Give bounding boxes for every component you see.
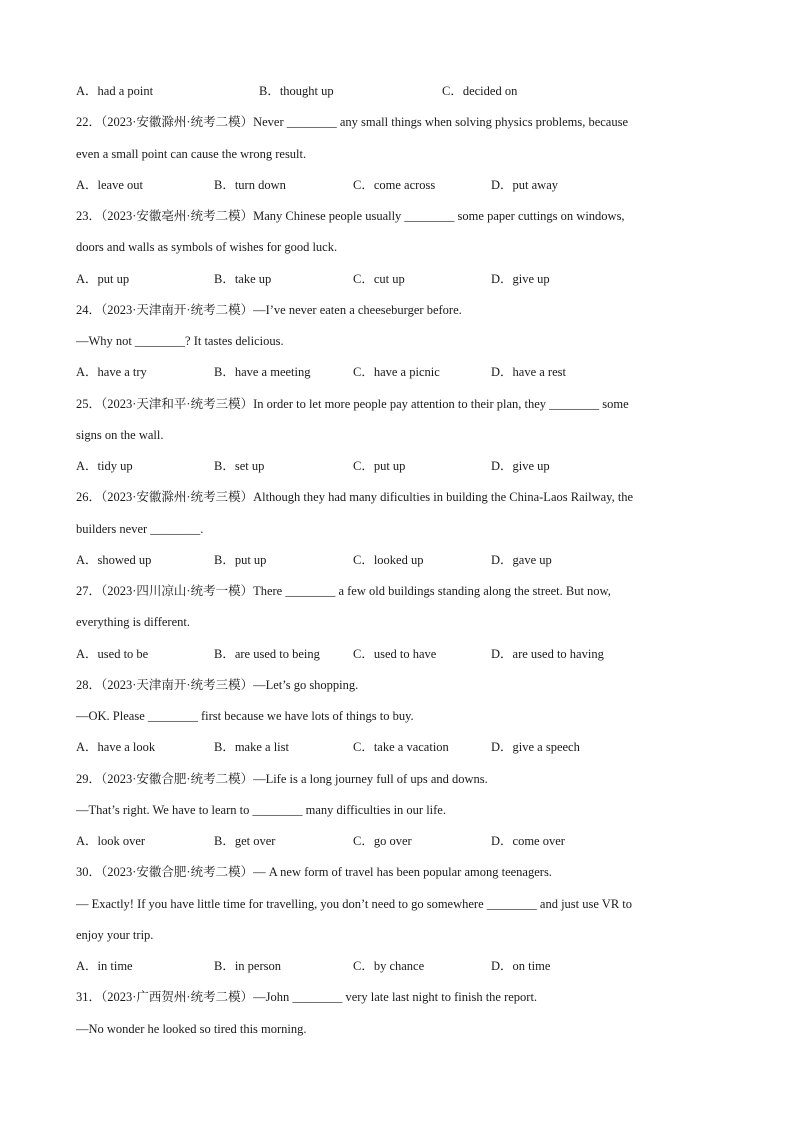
answer-option: D．come over [491, 834, 565, 848]
answer-option: C．have a picnic [353, 365, 440, 380]
answer-option: D．have a rest [491, 365, 566, 380]
question-text-line: doors and walls as symbols of wishes for good luck. [76, 240, 338, 255]
answer-option: B．in person [214, 959, 282, 973]
answer-option: A．tidy up [76, 459, 133, 473]
question-text-line: 31．（2023·广西贺州·统考二模）—John ________ very late last night to finish the report. [76, 990, 538, 1005]
answer-option: B．are used to being [214, 646, 320, 661]
question-text-line: even a small point can cause the wrong result. [76, 146, 307, 161]
question-text-line: enjoy your trip. [76, 927, 154, 942]
question-text-line: everything is different. [76, 615, 190, 630]
question-text-line: 27．（2023·四川凉山·统考一模）There ________ a few old buildings standing along the street. But now, [76, 584, 611, 598]
question-text-line: 29．（2023·安徽合肥·统考二模）—Life is a long journey full of ups and downs. [76, 771, 488, 786]
answer-option: C．used to have [353, 646, 437, 661]
answer-option: C．take a vacation [353, 740, 449, 755]
answer-option: C．come across [353, 177, 436, 192]
answer-option: A．used to be [76, 646, 149, 661]
question-text-line: —That’s right. We have to learn to ________ many difficulties in our life. [76, 802, 446, 817]
question-text-line: 22．（2023·安徽滁州·统考二模）Never ________ any small things when solving physics problems, because [76, 115, 629, 130]
answer-option: C．cut up [353, 271, 405, 286]
answer-option: C．decided on [442, 84, 518, 98]
answer-option: A．had a point [76, 84, 154, 98]
answer-option: D．give a speech [491, 740, 580, 755]
answer-option: A．have a try [76, 365, 147, 380]
answer-option: A．have a look [76, 740, 156, 755]
answer-option: B．make a list [214, 740, 289, 755]
answer-option: B．turn down [214, 177, 286, 192]
answer-option: A．in time [76, 959, 133, 973]
question-text-line: — Exactly! If you have little time for travelling, you don’t need to go somewhere ________ and just use VR to [76, 896, 633, 911]
answer-option: A．leave out [76, 177, 143, 192]
answer-option: B．put up [214, 552, 267, 567]
answer-option: C．put up [353, 459, 406, 473]
question-text-line: 23．（2023·安徽亳州·统考二模）Many Chinese people usually ________ some paper cuttings on windows, [76, 209, 625, 223]
question-text-line: 25．（2023·天津和平·统考三模）In order to let more people pay attention to their plan, they ________ some [76, 396, 629, 411]
answer-options-row [76, 269, 716, 289]
question-text-line: —No wonder he looked so tired this morning. [76, 1021, 307, 1036]
answer-options-row [76, 362, 716, 382]
answer-option: A．put up [76, 271, 130, 286]
answer-options-row [76, 644, 716, 664]
answer-option: D．on time [491, 959, 551, 973]
answer-options-row [76, 831, 716, 851]
answer-option: D．are used to having [491, 646, 604, 661]
question-text-line: signs on the wall. [76, 427, 164, 442]
answer-option: D．give up [491, 459, 550, 473]
answer-options-row [76, 550, 716, 570]
answer-option: B．set up [214, 459, 265, 473]
answer-option: C．looked up [353, 552, 424, 567]
question-text-line: 28．（2023·天津南开·统考三模）—Let’s go shopping. [76, 677, 359, 692]
question-text-line: 24．（2023·天津南开·统考二模）—I’ve never eaten a cheeseburger before. [76, 302, 462, 317]
question-text-line: —Why not ________? It tastes delicious. [76, 334, 284, 348]
answer-option: B．have a meeting [214, 365, 311, 380]
answer-option: B．take up [214, 271, 272, 286]
question-text-line: —OK. Please ________ first because we have lots of things to buy. [76, 709, 414, 723]
answer-options-row [76, 81, 716, 101]
answer-option: D．give up [491, 271, 550, 286]
answer-options-row [76, 737, 716, 757]
question-text-line: 26．（2023·安徽滁州·统考三模）Although they had many dificulties in building the China-Laos Railway, the [76, 490, 634, 505]
answer-options-row [76, 175, 716, 195]
answer-option: D．gave up [491, 552, 552, 567]
answer-options-row [76, 956, 716, 976]
answer-option: B．thought up [259, 84, 334, 98]
answer-option: A．showed up [76, 552, 152, 567]
answer-option: C．by chance [353, 959, 425, 973]
answer-option: B．get over [214, 834, 276, 848]
answer-option: C．go over [353, 834, 412, 848]
answer-option: D．put away [491, 177, 558, 192]
answer-options-row [76, 456, 716, 476]
answer-option: A．look over [76, 834, 146, 848]
question-text-line: builders never ________. [76, 521, 204, 536]
question-text-line: 30．（2023·安徽合肥·统考二模）— A new form of travel has been popular among teenagers. [76, 865, 552, 880]
